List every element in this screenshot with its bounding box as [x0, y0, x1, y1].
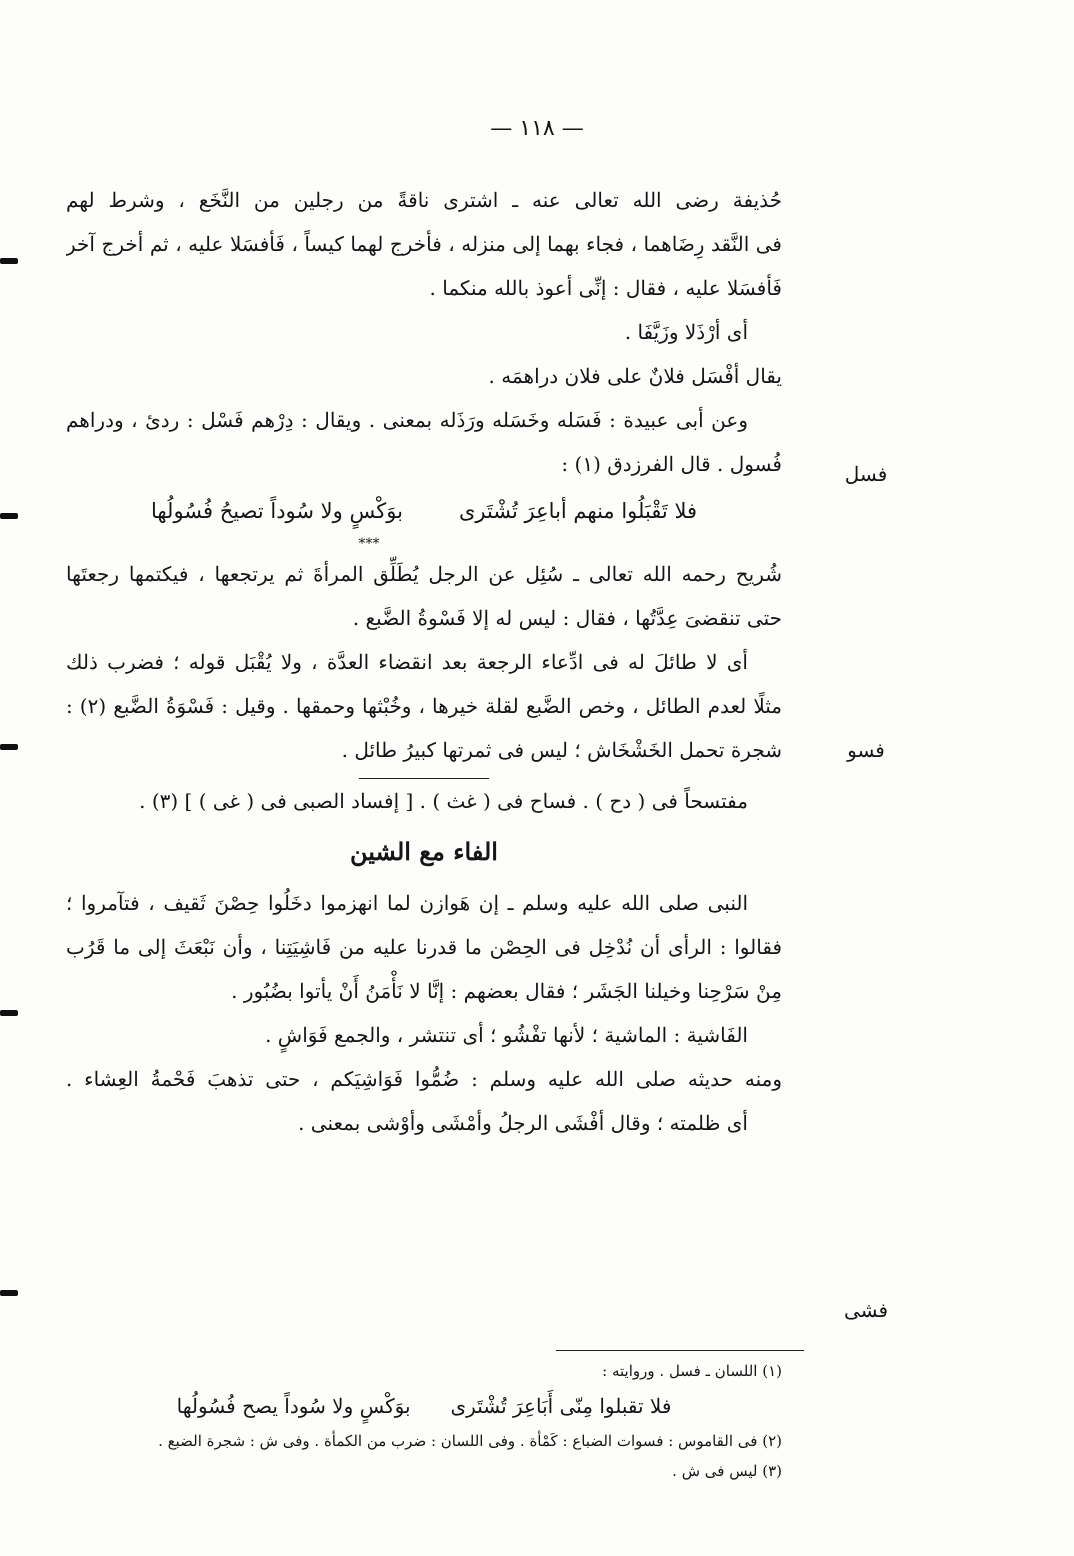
verse-hemistich: بوَكْسٍ ولا سُوداً يصح فُسُولُها: [176, 1394, 411, 1418]
text-line: أى لا طائلَ له فى ادِّعاء الرجعة بعد انقضاء العدَّة ، ولا يُقْبَل قوله ؛ فضرب ذلك: [66, 650, 748, 674]
footnote-1: (١) اللسان ـ فسل . وروايته :: [602, 1362, 782, 1380]
margin-root-word: فسل: [844, 462, 888, 486]
text-line: فى النَّقد رِضَاهما ، فجاء بهما إلى منزله ، فأخرج لهما كيساً ، فَأفسَلا عليه ، ثم أخرج آخر: [66, 232, 782, 256]
section-heading: الفاء مع الشين: [350, 837, 498, 866]
margin-mark: [0, 513, 18, 519]
text-line: مفتسحاً فى ( دح ) . فساح فى ( غث ) . [ إفساد الصبى فى ( غى ) ] (٣) .: [139, 789, 748, 813]
poetry-verse: [66, 486, 782, 536]
margin-mark: [0, 1290, 18, 1296]
text-line: فَأفسَلا عليه ، فقال : إنِّى أعوذ بالله منكما .: [429, 276, 782, 300]
margin-root-word: فسو: [847, 738, 885, 762]
text-line: الفَاشية : الماشية ؛ لأنها تفْشُو ؛ أى تنتشر ، والجمع فَوَاشٍ .: [265, 1023, 748, 1047]
section-stars: ***: [358, 536, 380, 552]
text-line: شجرة تحمل الخَشْخَاش ؛ ليس فى ثمرتها كبيرُ طائل .: [341, 738, 782, 762]
footnote-separator: [556, 1350, 804, 1351]
verse-hemistich: فلا تَقْبَلُوا منهم أباعِرَ تُشْتَرى: [458, 499, 698, 523]
verse-hemistich: فلا تقبلوا مِنّى أَبَاعِرَ تُشْتَرى: [450, 1394, 672, 1418]
main-text: [66, 178, 782, 1145]
text-line: أى ظلمته ؛ وقال أفْشَى الرجلُ وأمْشَى وأوْشى بمعنى .: [298, 1111, 748, 1135]
footnotes: [66, 1356, 782, 1486]
text-line: حتى تنقضىَ عِدَّتُها ، فقال : ليس له إلا فَسْوةُ الضَّبع .: [352, 606, 782, 630]
margin-mark: [0, 744, 18, 750]
page-number: — ١١٨ —: [490, 116, 584, 141]
text-line: شُريح رحمه الله تعالى ـ سُئِل عن الرجل يُطَلِّق المرأةَ ثم يرتجعها ، فيكتمها رجعتَها: [66, 562, 782, 586]
margin-root-word: فشى: [843, 1298, 889, 1322]
text-line: النبى صلى الله عليه وسلم ـ إن هَوازن لما انهزموا دخَلُوا حِصْنَ ثَقيف ، فتآمروا ؛: [66, 891, 748, 915]
text-line: حُذيفة رضى الله تعالى عنه ـ اشترى ناقةً من رجلين من النَّخَع ، وشرط لهم: [66, 188, 782, 212]
text-line: مثلًا لعدم الطائل ، وخص الضَّبع لقلة خيرها ، وخُبْثها وحمقها . وقيل : فَسْوَةُ الضَّبع (٢) :: [66, 694, 782, 718]
margin-mark: [0, 258, 18, 264]
text-line: أى أرْذَلا وزَيَّفَا .: [624, 320, 748, 344]
text-line: يقال أفْسَل فلانٌ على فلان دراهمَه .: [488, 364, 782, 388]
footnote-2: (٢) فى القاموس : فسوات الضباع : كَمْأة . وفى اللسان : ضرب من الكمأة . وفى ش : شجرة الضبع .: [158, 1432, 782, 1450]
margin-mark: [0, 1010, 18, 1016]
footnote-verse: [66, 1386, 782, 1426]
text-line: فقالوا : الرأى أن نُدْخِل فى الحِصْن ما قدرنا عليه من فَاشِيَتِنا ، وأن نَبْعَثَ إلى ما قَرُب: [66, 935, 782, 959]
footnote-3: (٣) ليس فى ش .: [672, 1462, 782, 1480]
text-line: وعن أبى عبيدة : فَسَله وخَسَله ورَذَله بمعنى . ويقال : دِرْهم فَسْل : ردئ ، ودراهم: [66, 408, 748, 432]
text-line: ومنه حديثه صلى الله عليه وسلم : ضُمُّوا فَوَاشِيَكم ، حتى تذهبَ فَحْمةُ العِشاء .: [66, 1067, 782, 1091]
text-line: فُسول . قال الفرزدق (١) :: [561, 452, 782, 476]
verse-hemistich: بوَكْسٍ ولا سُوداً تصيحُ فُسُولُها: [150, 499, 403, 523]
text-line: مِنْ سَرْحِنا وخيلنا الجَشَر ؛ فقال بعضهم : إنَّا لا نَأْمَنُ أَنْ يأتوا بضُبُور .: [231, 979, 782, 1003]
